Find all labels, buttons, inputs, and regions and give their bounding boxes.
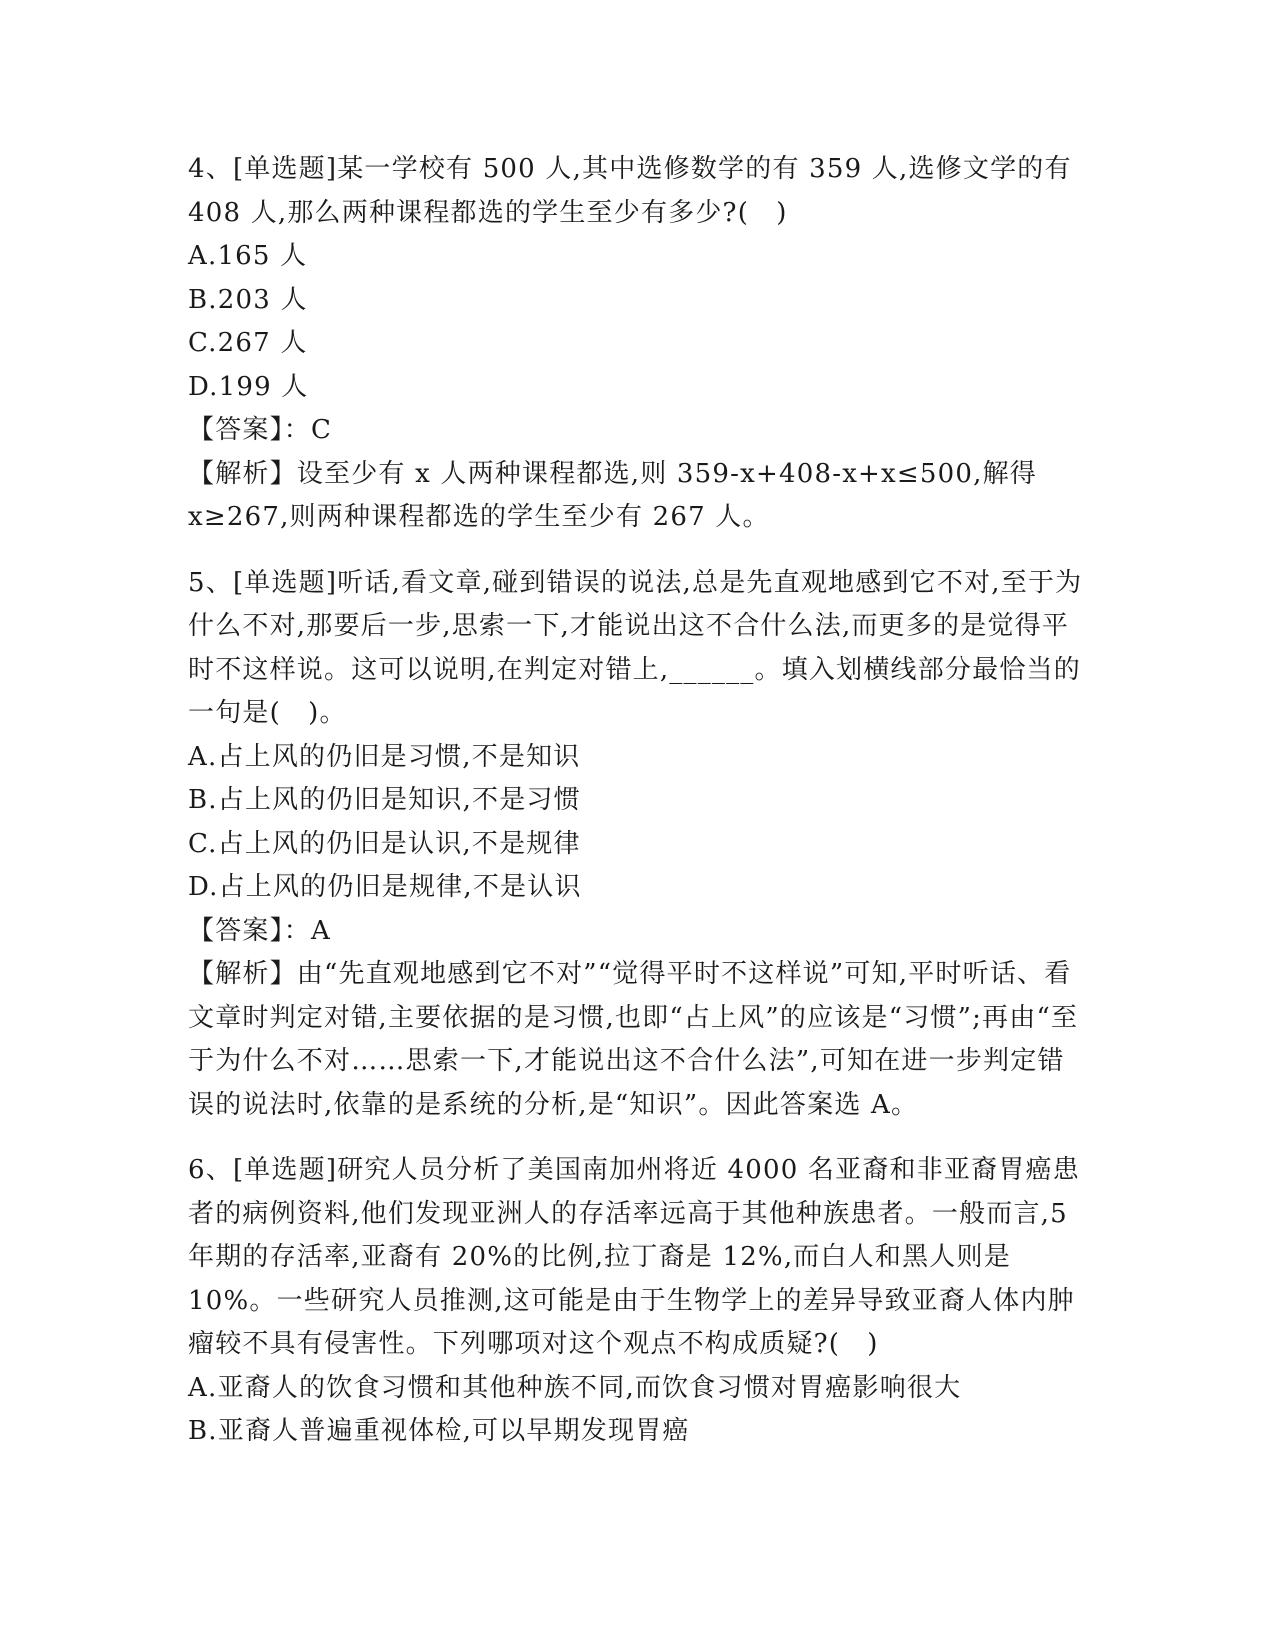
option-b: B.占上风的仍旧是知识,不是习惯	[188, 785, 581, 815]
question-stem: 5、[单选题]听话,看文章,碰到错误的说法,总是先直观地感到它不对,至于为什么不对,那要后一步,思索一下,才能说出这不合什么法,而更多的是觉得平时不这样说。这可以说明,在判定对错上,______。填入划横线部分最恰当的一句是( )。	[188, 567, 1083, 728]
question-5	[188, 562, 1088, 1128]
option-a: A.亚裔人的饮食习惯和其他种族不同,而饮食习惯对胃癌影响很大	[188, 1372, 962, 1403]
answer-line: 【答案】：C	[188, 415, 333, 445]
option-d: D.199 人	[188, 371, 309, 402]
option-a: A.165 人	[188, 241, 308, 271]
explanation: 【解析】由“先直观地感到它不对”“觉得平时不这样说”可知,平时听话、看文章时判定对错,主要依据的是习惯,也即“占上风”的应该是“习惯”;再由“至于为什么不对……思索一下,才能说出这不合什么法”,可知在进一步判定错误的说法时,依靠的是系统的分析,是“知识”。因此答案选 A。	[188, 959, 1079, 1120]
question-stem: 4、[单选题]某一学校有 500 人,其中选修数学的有 359 人,选修文学的有 408 人,那么两种课程都选的学生至少有多少?( )	[188, 154, 1072, 228]
option-a: A.占上风的仍旧是习惯,不是知识	[188, 741, 581, 772]
option-b: B.亚裔人普遍重视体检,可以早期发现胃癌	[188, 1416, 690, 1446]
question-6	[188, 1149, 1088, 1454]
option-b: B.203 人	[188, 284, 308, 315]
explanation: 【解析】设至少有 x 人两种课程都选,则 359-x+408-x+x≤500,解得 x≥267,则两种课程都选的学生至少有 267 人。	[188, 458, 1037, 532]
question-4	[188, 148, 1088, 540]
question-stem: 6、[单选题]研究人员分析了美国南加州将近 4000 名亚裔和非亚裔胃癌患者的病例资料,他们发现亚洲人的存活率远高于其他种族患者。一般而言,5 年期的存活率,亚裔有 20%的比例,拉丁裔是 12%,而白人和黑人则是 10%。一些研究人员推测,这可能是由于生物学上的差异导致亚裔人体内肿瘤较不具有侵害性。下列哪项对这个观点不构成质疑?( )	[188, 1155, 1080, 1359]
option-c: C.占上风的仍旧是认识,不是规律	[188, 828, 581, 859]
option-d: D.占上风的仍旧是规律,不是认识	[188, 872, 582, 902]
page-content	[188, 148, 1088, 1454]
answer-line: 【答案】：A	[188, 915, 331, 946]
option-c: C.267 人	[188, 328, 308, 358]
